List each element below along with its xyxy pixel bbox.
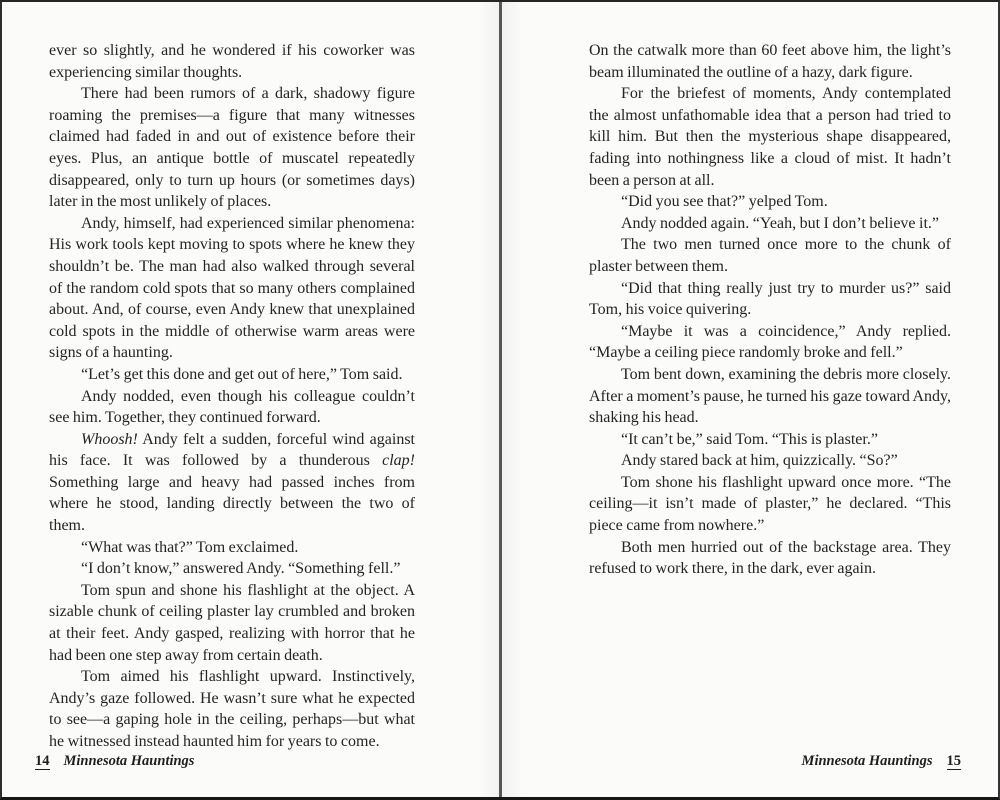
text-run: Tom shone his flashlight upward once more. “The ceiling—it isn’t made of plaster,” he declared. “This piece came from nowhere.” (589, 473, 951, 535)
paragraph (589, 364, 951, 429)
paragraph (49, 386, 415, 429)
text-run: “Did that thing really just try to murder us?” said Tom, his voice quivering. (589, 279, 951, 319)
gutter-shading-right (502, 2, 522, 797)
page-left-footer (35, 753, 194, 770)
paragraph (589, 429, 951, 451)
text-run: “Let’s get this done and get out of here,” Tom said. (81, 365, 403, 383)
text-run: Andy, himself, had experienced similar phenomena: His work tools kept moving to spots where he knew they shouldn’t be. The man had also walked through several of the random cold spots that so many others complained about. And, of course, even Andy knew that unexplained cold spots in the middle of otherwise warm areas were signs of a haunting. (49, 214, 415, 362)
paragraph (49, 537, 415, 559)
text-run: On the catwalk more than 60 feet above him, the light’s beam illuminated the outline of a hazy, dark figure. (589, 42, 951, 81)
paragraph (49, 580, 415, 666)
page-number-left: 14 (35, 753, 50, 769)
page-right-text (589, 40, 951, 580)
text-run: Andy stared back at him, quizzically. “So?” (621, 452, 898, 470)
text-run: “Maybe it was a coincidence,” Andy replied. “Maybe a ceiling piece randomly broke and fell.” (589, 322, 951, 362)
paragraph (49, 558, 415, 580)
text-run: ever so slightly, and he wondered if his coworker was experiencing similar thoughts. (49, 42, 415, 81)
running-title-left: Minnesota Hauntings (63, 753, 195, 769)
text-run: Something large and heavy had passed inches from where he stood, landing directly between the two of them. (49, 473, 415, 535)
paragraph (589, 191, 951, 213)
text-run: Both men hurried out of the backstage area. They refused to work there, in the dark, ever again. (589, 538, 951, 578)
book-gutter-line (499, 2, 502, 797)
paragraph (49, 213, 415, 364)
paragraph (49, 364, 415, 386)
text-run: Tom bent down, examining the debris more closely. After a moment’s pause, he turned his gaze toward Andy, shaking his head. (589, 365, 951, 427)
text-run: The two men turned once more to the chunk of plaster between them. (589, 236, 951, 275)
paragraph (589, 450, 951, 472)
page-right-footer (802, 753, 961, 770)
page-left-text (49, 40, 415, 753)
text-run: “It can’t be,” said Tom. “This is plaster.” (621, 430, 878, 448)
running-title-right: Minnesota Hauntings (801, 753, 933, 769)
text-run: “Did you see that?” yelped Tom. (621, 193, 828, 211)
page-number-right: 15 (946, 753, 961, 769)
text-run: For the briefest of moments, Andy contemplated the almost unfathomable idea that a person had tried to kill him. But then the mysterious shape disappeared, fading into nothingness like a cloud of mist. It hadn’t been a person at all. (589, 85, 951, 189)
paragraph (589, 321, 951, 364)
italic-text-run: clap! (382, 452, 415, 470)
italic-text-run: Whoosh! (81, 430, 138, 448)
text-run: Tom spun and shone his flashlight at the object. A sizable chunk of ceiling plaster lay crumbled and broken at their feet. Andy gasped, realizing with horror that he had been one step away from certain death. (49, 581, 415, 664)
text-run: There had been rumors of a dark, shadowy figure roaming the premises—a figure that many witnesses claimed had faded in and out of existence before their eyes. Plus, an antique bottle of muscatel repeatedly disappeared, only to turn up hours (or sometimes days) later in the most unlikely of places. (49, 85, 415, 211)
paragraph (589, 234, 951, 277)
paragraph (589, 83, 951, 191)
text-run: “What was that?” Tom exclaimed. (81, 538, 299, 556)
text-run: Andy nodded again. “Yeah, but I don’t believe it.” (621, 214, 940, 232)
paragraph (589, 537, 951, 580)
paragraph (49, 429, 415, 537)
gutter-shading-left (479, 2, 499, 797)
text-run: Andy nodded, even though his colleague couldn’t see him. Together, they continued forward. (49, 387, 415, 427)
text-run: “I don’t know,” answered Andy. “Something fell.” (81, 560, 401, 578)
paragraph (589, 40, 951, 83)
text-run: Tom aimed his flashlight upward. Instinctively, Andy’s gaze followed. He wasn’t sure what he expected to see—a gaping hole in the ceiling, perhaps—but what he witnessed instead haunted him for years to come. (49, 668, 415, 750)
paragraph (49, 40, 415, 83)
paragraph (49, 666, 415, 752)
paragraph (49, 83, 415, 213)
paragraph (589, 472, 951, 537)
text-run: Andy felt a sudden, forceful wind against his face. It was followed by a thunderous (49, 430, 415, 470)
paragraph (589, 213, 951, 235)
paragraph (589, 278, 951, 321)
